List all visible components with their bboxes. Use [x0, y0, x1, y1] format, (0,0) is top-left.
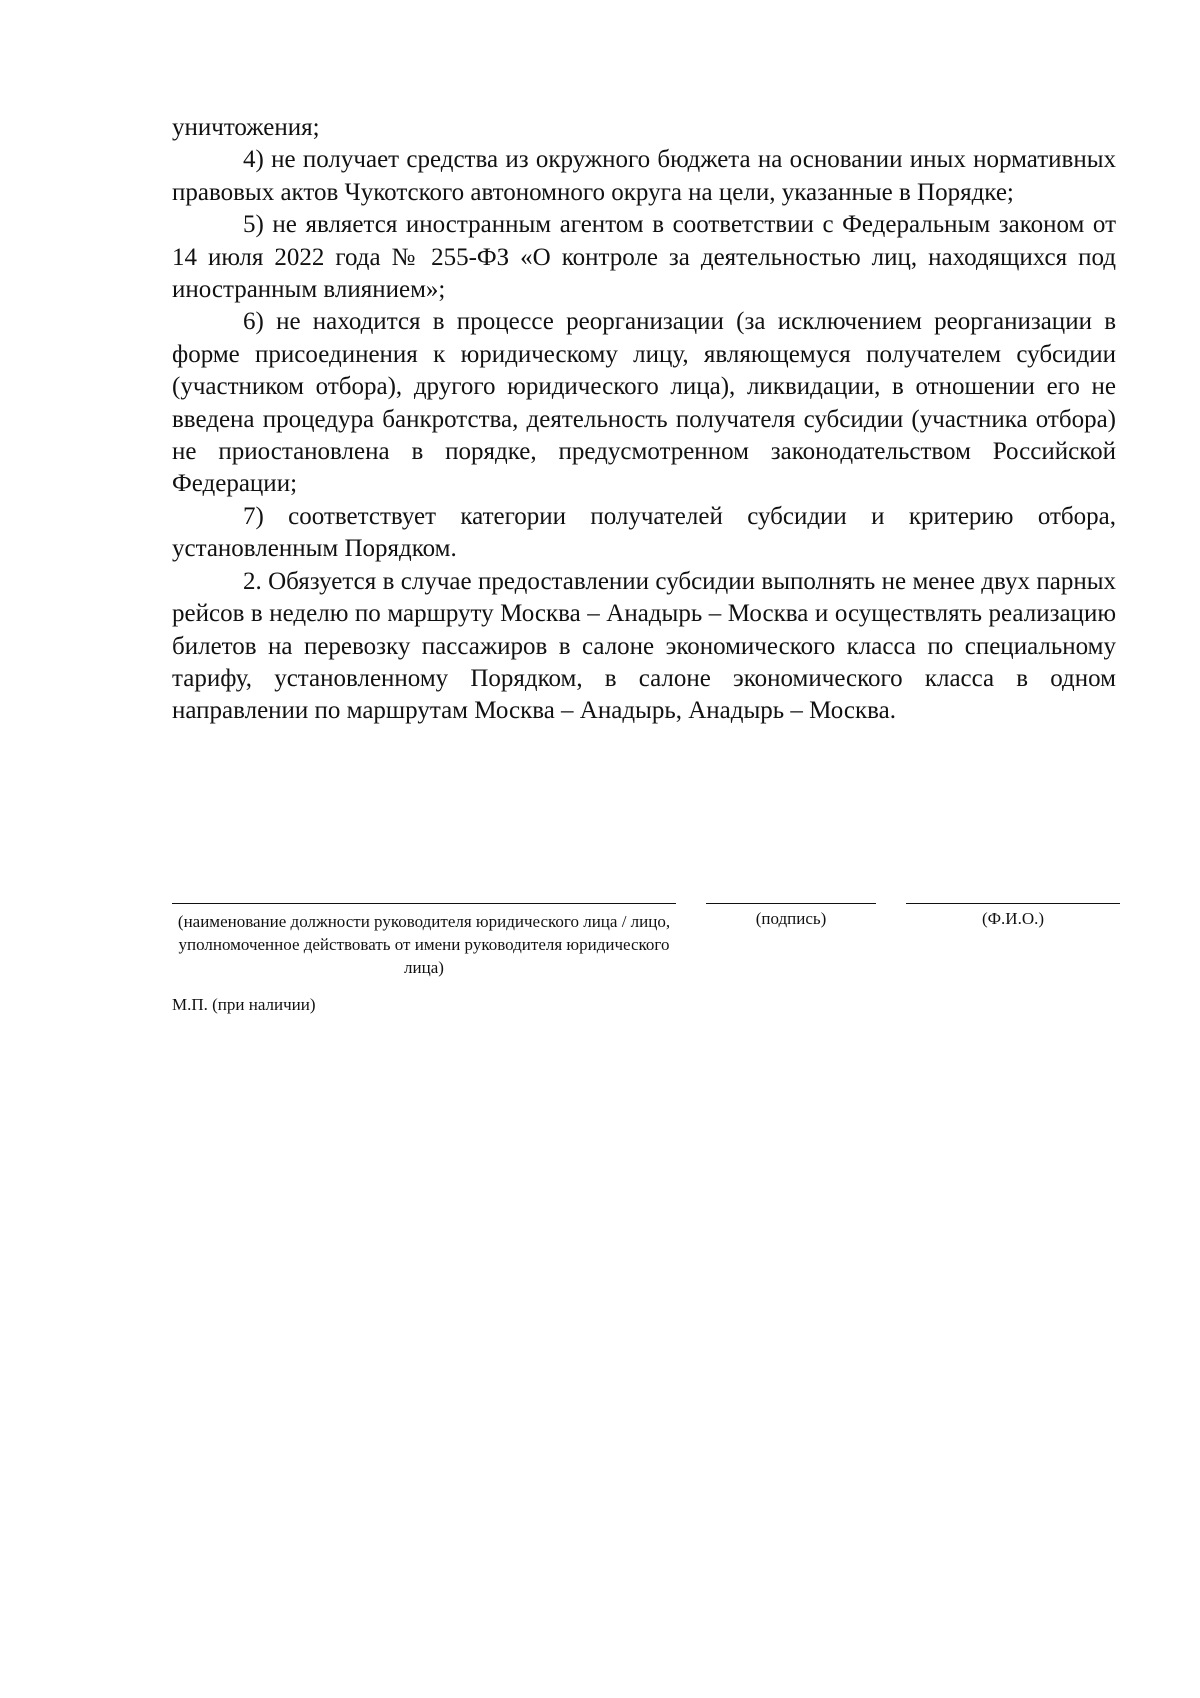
document-body [172, 112, 1116, 728]
signature-caption: (подпись) [755, 909, 827, 928]
position-signature-line [172, 903, 676, 904]
paragraph-continuation: уничтожения; [172, 114, 320, 141]
position-caption: (наименование должности руководителя юридического лица / лицо, уполномоченное действовать от имени руководителя юридического лица) [177, 912, 671, 977]
paragraph-item-4: 4) не получает средства из окружного бюджета на основании иных нормативных правовых актов Чукотского автономного округа на цели, указанные в Порядке; [172, 146, 1116, 206]
stamp-label: М.П. (при наличии) [172, 995, 316, 1014]
paragraph-item-5: 5) не является иностранным агентом в соответствии с Федеральным законом от 14 июля 2022 года № 255-ФЗ «О контроле за деятельностью лиц, находящихся под иностранным влиянием»; [172, 211, 1116, 304]
name-signature-line [906, 903, 1120, 904]
paragraph-item-7: 7) соответствует категории получателей субсидии и критерию отбора, установленным Порядком. [172, 502, 1116, 563]
signature-line [706, 903, 876, 904]
paragraph-item-6: 6) не находится в процессе реорганизации (за исключением реорганизации в форме присоединения к юридическому лицу, являющемуся получателем субсидии (участником отбора), другого юридического лица), ликвидации, в отношении его не введена процедура банкротства, деятельность получателя субсидии (участника отбора) не приостановлена в порядке, предусмотренном законодательством Российской Федерации; [172, 308, 1116, 498]
name-caption: (Ф.И.О.) [981, 909, 1045, 928]
paragraph-clause-2: 2. Обязуется в случае предоставлении субсидии выполнять не менее двух парных рейсов в неделю по маршруту Москва – Анадырь – Москва и осуществлять реализацию билетов на перевозку пассажиров в салоне экономического класса по специальному тарифу, установленному Порядком, в салоне экономического класса в одном направлении по маршрутам Москва – Анадырь, Анадырь – Москва. [172, 567, 1116, 725]
